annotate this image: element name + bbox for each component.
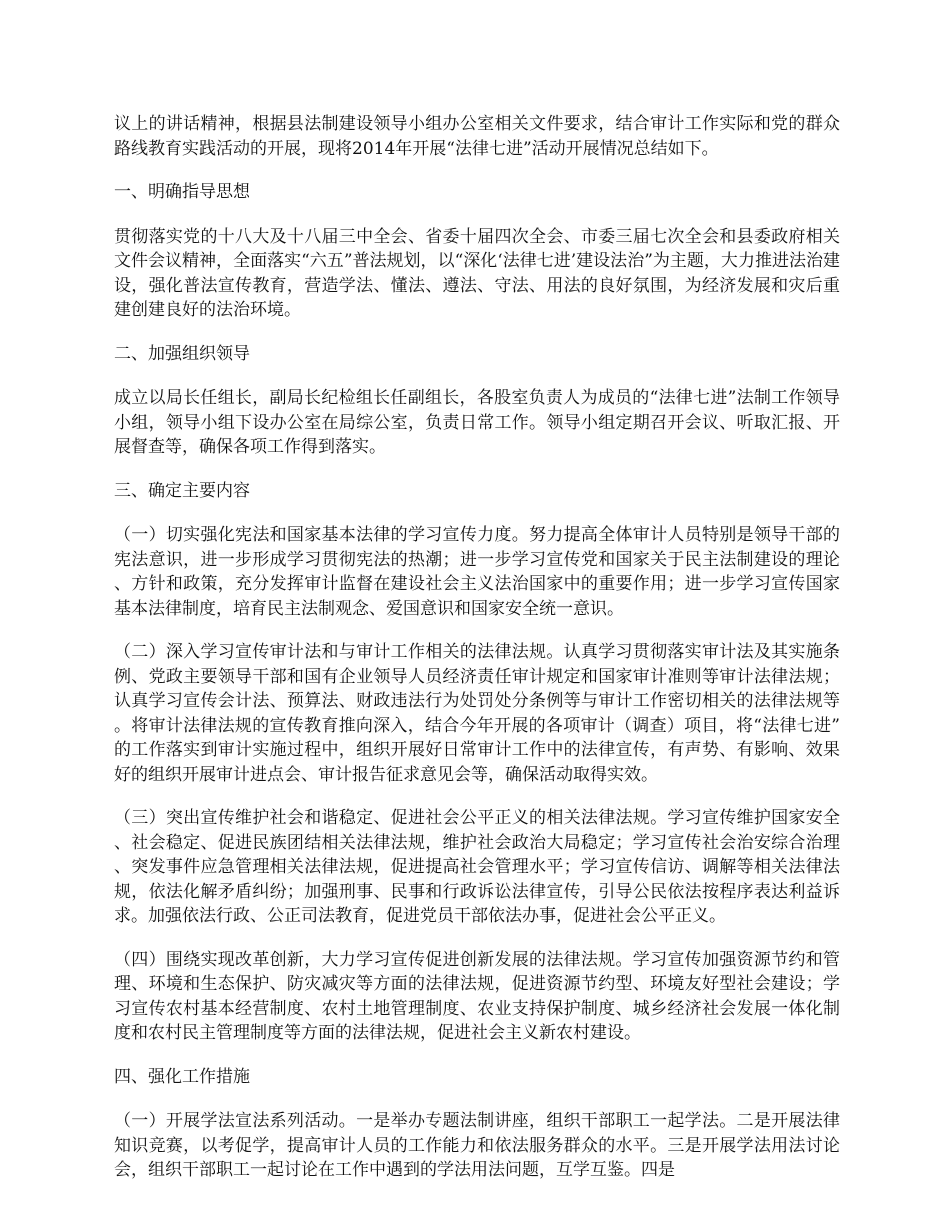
organization-paragraph: 成立以局长任组长，副局长纪检组长任副组长，各股室负责人为成员的“法律七进”法制工作领导小组，领导小组下设办公室在局综公室，负责日常工作。领导小组定期召开会议、听取汇报、开展督查等，确保各项工作得到落实。 xyxy=(114,388,840,457)
section-heading-main-content: 三、确定主要内容 xyxy=(114,480,250,501)
section-heading-guiding-ideology: 一、明确指导思想 xyxy=(114,182,250,202)
guiding-ideology-paragraph: 贯彻落实党的十八大及十八届三中全会、省委十届四次全会、市委三届七次全会和县委政府相关文件会议精神，全面落实“六五”普法规划，以“深化‘法律七进’建设法治”为主题，大力推进法治建设，强化普法宣传教育，营造学法、懂法、遵法、守法、用法的良好氛围，为经济发展和灾后重建创建良好的法治环境。 xyxy=(114,226,840,320)
main-content-item-1: （一）切实强化宪法和国家基本法律的学习宣传力度。努力提高全体审计人员特别是领导干部的宪法意识，进一步形成学习贯彻宪法的热潮；进一步学习宣传党和国家关于民主法制建设的理论、方针和政策，充分发挥审计监督在建设社会主义法治国家中的重要作用；进一步学习宣传国家基本法律制度，培育民主法制观念、爱国意识和国家安全统一意识。 xyxy=(114,525,840,619)
main-content-item-2: （二）深入学习宣传审计法和与审计工作相关的法律法规。认真学习贯彻落实审计法及其实施条例、党政主要领导干部和国有企业领导人员经济责任审计规定和国家审计准则等审计法律法规；认真学习宣传会计法、预算法、财政违法行为处罚处分条例等与审计工作密切相关的法律法规等。将审计法律法规的宣传教育推向深入，结合今年开展的各项审计（调查）项目，将“法律七进”的工作落实到审计实施过程中，组织开展好日常审计工作中的法律宣传，有声势、有影响、效果好的组织开展审计进点会、审计报告征求意见会等，确保活动取得实效。 xyxy=(114,642,840,785)
section-heading-organization: 二、加强组织领导 xyxy=(114,343,250,364)
main-content-item-3: （三）突出宣传维护社会和谐稳定、促进社会公平正义的相关法律法规。学习宣传维护国家安全、社会稳定、促进民族团结相关法律法规，维护社会政治大局稳定；学习宣传社会治安综合治理、突发事件应急管理相关法律法规，促进提高社会管理水平；学习宣传信访、调解等相关法律法规，依法化解矛盾纠纷；加强刑事、民事和行政诉讼法律宣传，引导公民依法按程序表达利益诉求。加强依法行政、公正司法教育，促进党员干部依法办事，促进社会公平正义。 xyxy=(114,808,840,926)
intro-paragraph: 议上的讲话精神，根据县法制建设领导小组办公室相关文件要求，结合审计工作实际和党的群众路线教育实践活动的开展，现将2014年开展“法律七进”活动开展情况总结如下。 xyxy=(114,114,840,159)
work-measures-item-1: （一）开展学法宣法系列活动。一是举办专题法制讲座，组织干部职工一起学法。二是开展法律知识竞赛，以考促学，提高审计人员的工作能力和依法服务群众的水平。三是开展学法用法讨论会，组织干部职工一起讨论在工作中遇到的学法用法问题，互学互鉴。四是 xyxy=(114,1111,840,1180)
document-body xyxy=(114,112,840,1202)
section-heading-work-measures: 四、强化工作措施 xyxy=(114,1066,250,1087)
main-content-item-4: （四）围绕实现改革创新，大力学习宣传促进创新发展的法律法规。学习宣传加强资源节约和管理、环境和生态保护、防灾减灾等方面的法律法规，促进资源节约型、环境友好型社会建设；学习宣传农村基本经营制度、农村土地管理制度、农业支持保护制度、城乡经济社会发展一体化制度和农村民主管理制度等方面的法律法规，促进社会主义新农村建设。 xyxy=(114,949,840,1043)
